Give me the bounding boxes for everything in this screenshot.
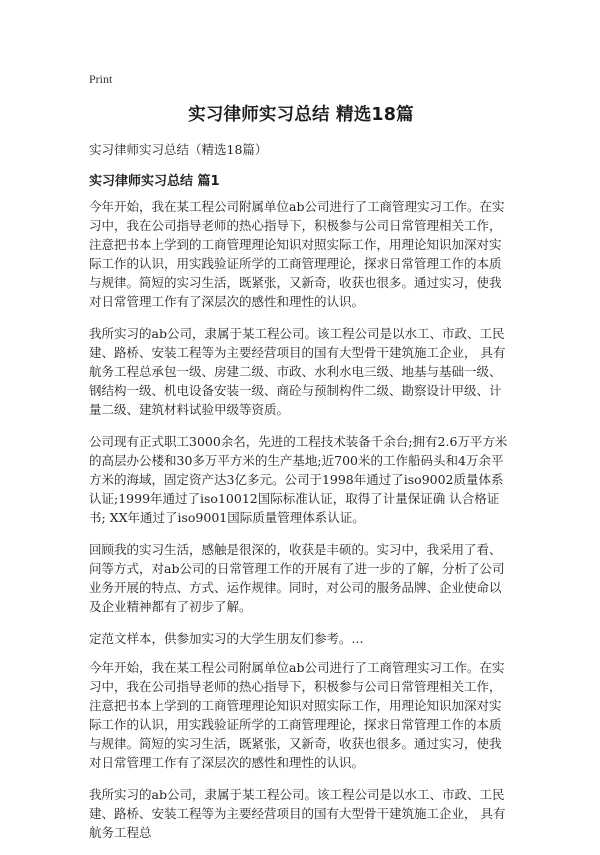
paragraph-3: 公司现有正式职工3000余名，先进的工程技术装备千余台;拥有2.6万平方米的高层办公楼和30多万平方米的生产基地;近700米的工作船码头和4万余平方米的海域，固定资产达3亿多元。公司于1998年通过了iso9002质量体系认证;1999年通过了iso10012国际标准认证，取得了计量保证确 认合格证书; XX年通过了iso9001国际质量管理体系认证。 — [89, 434, 508, 525]
document-subtitle: 实习律师实习总结（精选18篇） — [89, 142, 268, 157]
paragraph-6: 今年开始，我在某工程公司附属单位ab公司进行了工商管理实习工作。在实习中，我在公司指导老师的热心指导下，积极参与公司日常管理相关工作，注意把书本上学到的工商管理理论知识对照实际工作，用理论知识加深对实际工作的认识，用实践验证所学的工商管理理论，探求日常管理工作的本质与规律。简短的实习生活，既紧张，又新奇，收获也很多。通过实习，使我对日常管理工作有了深层次的感性和理性的认识。 — [89, 660, 505, 770]
paragraph-2: 我所实习的ab公司，隶属于某工程公司。该工程公司是以水工、市政、工民建、路桥、安装工程等为主要经营项目的国有大型骨干建筑施工企业， 具有航务工程总承包一级、房建二级、市政、水利水电三级、地基与基础一级、钢结构一级、机电设备安装一级、商砼与预制构件二级、勘察设计甲级、计量二级、建筑材料试验甲级等资质。 — [89, 326, 506, 417]
document-title: 实习律师实习总结 精选18篇 — [188, 105, 414, 125]
paragraph-4: 回顾我的实习生活，感触是很深的，收获是丰硕的。实习中，我采用了看、问等方式，对ab公司的日常管理工作的开展有了进一步的了解，分析了公司业务开展的特点、方式、运作规律。同时，对公司的服务品牌、企业使命以及企业精神都有了初步了解。 — [89, 542, 505, 614]
paragraph-1: 今年开始，我在某工程公司附属单位ab公司进行了工商管理实习工作。在实习中，我在公司指导老师的热心指导下，积极参与公司日常管理相关工作，注意把书本上学到的工商管理理论知识对照实际工作，用理论知识加深对实际工作的认识，用实践验证所学的工商管理理论，探求日常管理工作的本质与规律。简短的实习生活，既紧张，又新奇，收获也很多。通过实习，使我对日常管理工作有了深层次的感性和理性的认识。 — [89, 199, 505, 309]
paragraph-5: 定范文样本，供参加实习的大学生朋友们参考。... — [89, 631, 364, 646]
section-heading: 实习律师实习总结 篇1 — [89, 174, 220, 189]
document-page — [89, 68, 513, 855]
print-link[interactable]: Print — [89, 72, 113, 86]
paragraph-7: 我所实习的ab公司，隶属于某工程公司。该工程公司是以水工、市政、工民建、路桥、安装工程等为主要经营项目的国有大型骨干建筑施工企业， 具有航务工程总 — [89, 787, 506, 840]
